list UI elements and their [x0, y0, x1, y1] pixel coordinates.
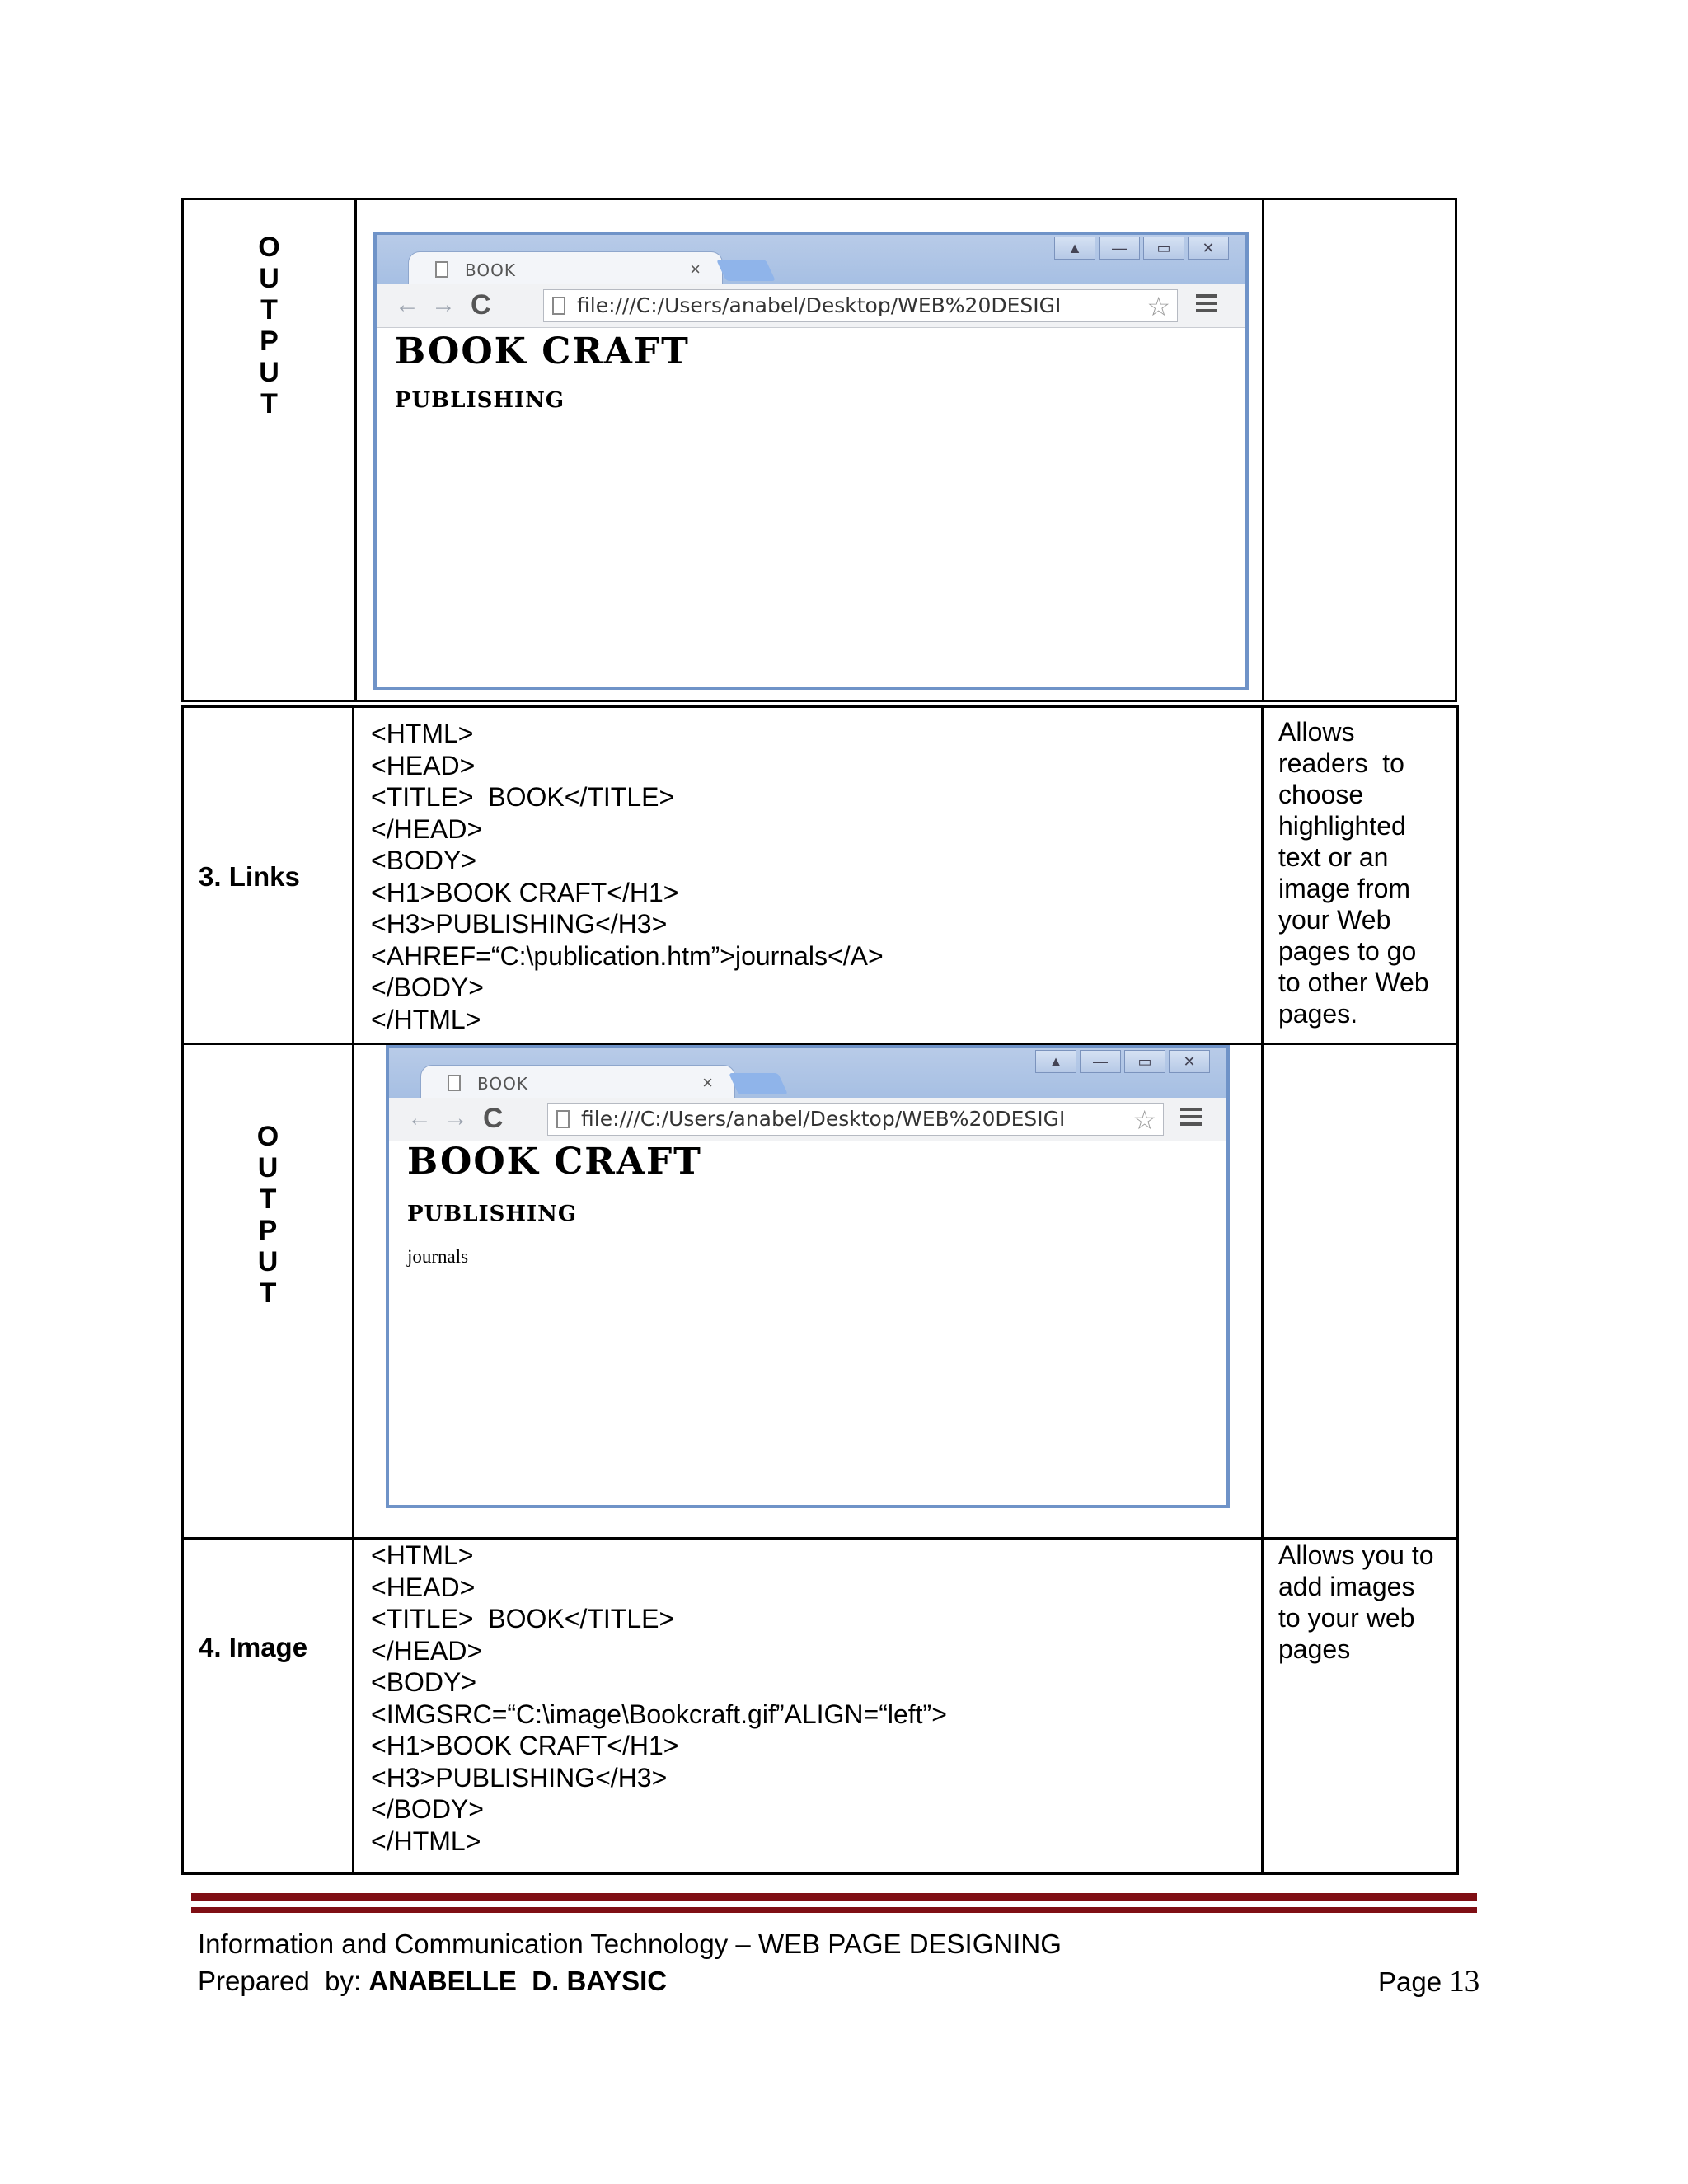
browser-tab [408, 251, 723, 288]
page-heading-h1: BOOK CRAFT [407, 1141, 702, 1183]
output-vertical-label [184, 232, 354, 419]
code-line: </HEAD> [371, 813, 483, 844]
page-heading-h3: PUBLISHING [407, 1202, 578, 1226]
output-letter: T [259, 1183, 277, 1215]
maximize-icon: ▭ [1143, 237, 1184, 260]
links-label-cell [181, 705, 354, 1045]
desc-line: pages to go [1278, 936, 1417, 966]
footer-prepared-by [198, 1966, 667, 1997]
footer-subject: Information and Communication Technology – WEB PAGE DESIGNING [198, 1929, 1062, 1959]
code-line: <TITLE> BOOK</TITLE> [371, 782, 675, 812]
links-code [371, 718, 884, 1035]
links-label: 3. Links [199, 861, 300, 892]
code-line: </BODY> [371, 972, 484, 1002]
reload-icon: C [471, 289, 491, 321]
output-letter: P [260, 326, 279, 357]
journals-link: journals [407, 1246, 469, 1267]
output-screenshot-cell-1 [354, 198, 1264, 702]
footer-rule-thin [191, 1907, 1477, 1913]
desc-line: image from [1278, 874, 1411, 903]
new-tab-icon [716, 260, 776, 281]
output-letter: U [259, 263, 279, 294]
minimize-icon: — [1080, 1050, 1121, 1073]
close-window-icon: ✕ [1169, 1050, 1210, 1073]
page-icon [556, 1110, 570, 1128]
desc-line: to your web [1278, 1603, 1415, 1633]
author-name: ANABELLE D. BAYSIC [368, 1966, 668, 1996]
back-icon: ← [407, 1104, 432, 1132]
page-heading-h3: PUBLISHING [395, 388, 565, 413]
code-line: <HEAD> [371, 750, 476, 780]
code-line: </HTML> [371, 1825, 481, 1856]
menu-icon [1196, 294, 1217, 312]
output-label-cell-2 [181, 1043, 354, 1540]
user-icon: ▲ [1054, 237, 1095, 260]
back-icon: ← [395, 291, 420, 318]
tab-title: BOOK [477, 1074, 528, 1094]
prepared-by-label: Prepared by: [198, 1966, 369, 1996]
desc-line: to other Web [1278, 968, 1429, 997]
desc-line: highlighted [1278, 811, 1406, 841]
links-description [1278, 716, 1429, 1029]
address-bar [547, 1103, 1164, 1136]
desc-line: your Web [1278, 905, 1391, 935]
code-line: <HTML> [371, 1540, 474, 1570]
forward-icon: → [431, 291, 456, 318]
new-tab-icon [729, 1073, 788, 1094]
desc-line: text or an [1278, 842, 1389, 872]
code-line: <BODY> [371, 846, 477, 875]
user-icon: ▲ [1035, 1050, 1076, 1073]
maximize-icon: ▭ [1124, 1050, 1165, 1073]
code-line: <TITLE> BOOK</TITLE> [371, 1604, 675, 1633]
output-letter: O [258, 232, 280, 263]
star-icon: ☆ [1146, 292, 1170, 321]
output-letter: T [260, 388, 278, 419]
code-line: <IMGSRC=“C:\image\Bookcraft.gif”ALIGN=“left”> [371, 1699, 947, 1729]
address-bar [543, 289, 1178, 322]
output-label-cell-1 [181, 198, 357, 702]
code-line: </BODY> [371, 1794, 484, 1824]
browser-window-screenshot [386, 1045, 1230, 1508]
footer-rule-thick [191, 1893, 1477, 1901]
code-line: <AHREF=“C:\publication.htm”>journals</A> [371, 940, 884, 971]
address-text: file:///C:/Users/anabel/Desktop/WEB%20DESIGI [581, 1107, 1066, 1131]
image-description [1278, 1540, 1434, 1665]
image-code [371, 1540, 947, 1857]
code-line: <HTML> [371, 719, 474, 748]
output-screenshot-cell-2 [352, 1043, 1264, 1540]
output-letter: U [257, 1152, 279, 1183]
output-desc-cell-2 [1261, 1043, 1459, 1540]
reload-icon: C [483, 1103, 504, 1134]
page-icon [552, 297, 565, 315]
desc-line: pages. [1278, 999, 1358, 1029]
output-letter: T [260, 294, 278, 326]
desc-line: pages [1278, 1634, 1351, 1664]
desc-line: Allows [1278, 717, 1355, 747]
menu-icon [1180, 1108, 1202, 1126]
star-icon: ☆ [1132, 1105, 1156, 1135]
image-label-cell [181, 1537, 354, 1875]
code-line: <H3>PUBLISHING</H3> [371, 909, 668, 939]
page-icon [435, 261, 448, 278]
code-line: <H1>BOOK CRAFT</H1> [371, 1731, 679, 1760]
window-controls [1035, 1050, 1210, 1073]
code-line: </HEAD> [371, 1635, 483, 1666]
page-icon [448, 1075, 461, 1091]
desc-line: readers to [1278, 748, 1404, 778]
desc-line: choose [1278, 780, 1364, 809]
page-number [1378, 1964, 1479, 1999]
links-code-cell [352, 705, 1264, 1045]
close-icon: × [690, 259, 701, 279]
image-label: 4. Image [199, 1632, 308, 1662]
forward-icon: → [443, 1104, 468, 1132]
links-desc-cell [1261, 705, 1459, 1045]
code-line: <HEAD> [371, 1572, 476, 1602]
output-vertical-label [184, 1121, 352, 1309]
browser-toolbar [377, 284, 1245, 328]
output-letter: O [256, 1121, 279, 1152]
code-line: </HTML> [371, 1004, 481, 1034]
desc-line: add images [1278, 1572, 1415, 1601]
page-label: Page [1378, 1966, 1450, 1997]
browser-tab [420, 1065, 735, 1102]
window-controls [1054, 237, 1229, 260]
output-letter: U [257, 1246, 279, 1277]
image-code-cell [352, 1537, 1264, 1875]
page-number-value: 13 [1449, 1965, 1480, 1999]
code-line: <H1>BOOK CRAFT</H1> [371, 877, 679, 907]
browser-toolbar [389, 1098, 1226, 1141]
desc-line: Allows you to [1278, 1540, 1434, 1570]
image-desc-cell [1261, 1537, 1459, 1875]
browser-window-screenshot [373, 232, 1249, 690]
code-line: <BODY> [371, 1667, 477, 1697]
close-window-icon: ✕ [1188, 237, 1229, 260]
minimize-icon: — [1099, 237, 1140, 260]
page-heading-h1: BOOK CRAFT [395, 330, 690, 373]
code-line: <H3>PUBLISHING</H3> [371, 1762, 668, 1793]
output-letter: T [259, 1277, 277, 1309]
output-letter: P [258, 1215, 278, 1246]
output-desc-cell-1 [1262, 198, 1457, 702]
address-text: file:///C:/Users/anabel/Desktop/WEB%20DESIGI [577, 293, 1062, 317]
output-letter: U [259, 357, 279, 388]
close-icon: × [702, 1072, 713, 1093]
tab-title: BOOK [465, 260, 516, 280]
